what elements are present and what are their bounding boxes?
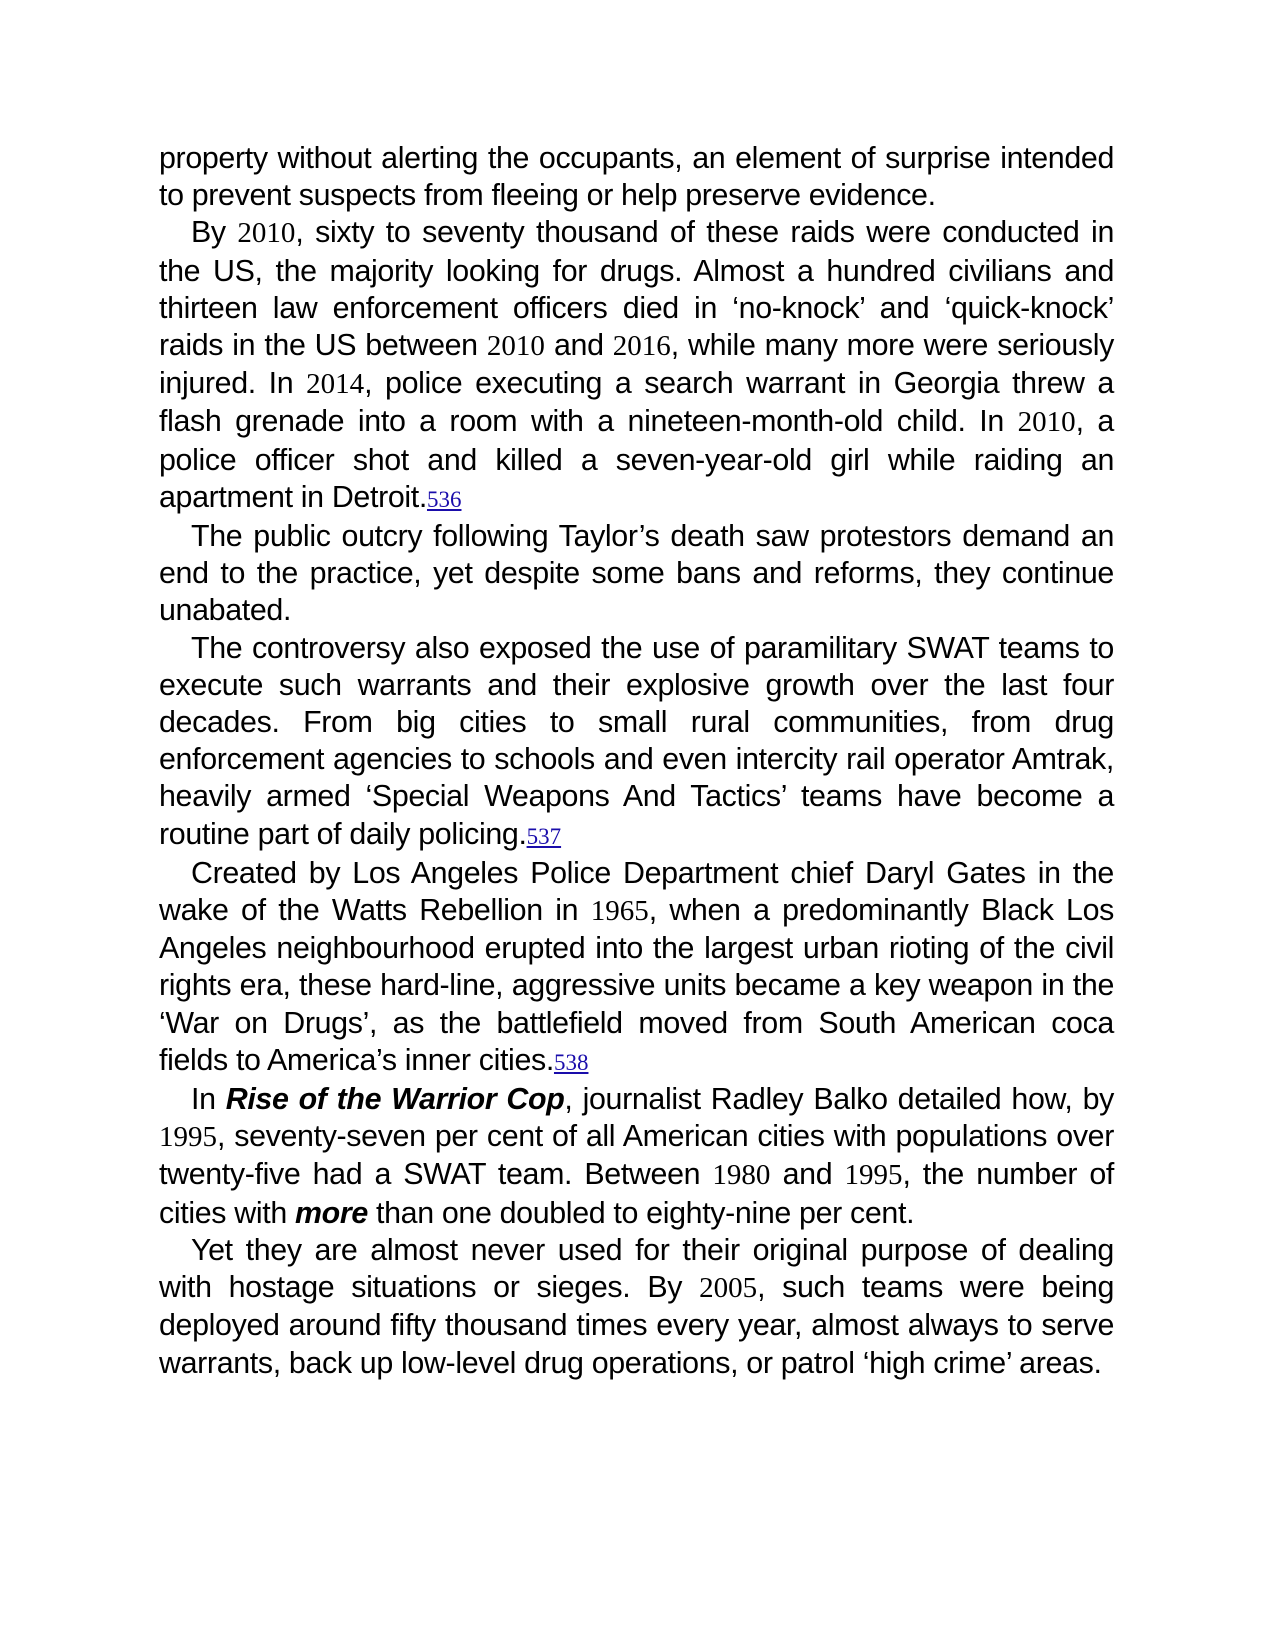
paragraph-text: , when a predominantly Black Los Angeles neighbourhood erupted into the largest urban rioting of the civil rights era, these hard-line, aggressive units became a key weapon in the ‘War on Drugs’, as the battlefield moved from South American coca fields to America’s inner cities.: [159, 893, 1114, 1077]
paragraph-text: The controversy also exposed the use of paramilitary SWAT teams to execute such warrants and their explosive growth over the last four decades. From big cities to small rural communities, from drug enforcement agencies to schools and even intercity rail operator Amtrak, heavily armed ‘Special Weapons And Tactics’ teams have become a routine part of daily policing.: [159, 630, 1114, 851]
paragraph-text: , the number of cities with: [159, 1157, 1114, 1230]
footnote-link-536[interactable]: 536: [426, 486, 462, 512]
paragraph-4: [159, 630, 1114, 855]
paragraph-text: property without alerting the occupants, an element of surprise intended to prevent suspects from fleeing or help preserve evidence.: [159, 141, 1114, 213]
paragraph-text: and: [544, 328, 613, 363]
document-page: [159, 140, 1114, 1382]
paragraph-text: , seventy-seven per cent of all American cities with populations over twenty-five had a SWAT team. Between: [159, 1119, 1114, 1192]
year-number: 2010: [486, 330, 545, 363]
year-number: 1965: [590, 895, 649, 928]
paragraph-text: and: [770, 1157, 845, 1192]
paragraph-1: [159, 140, 1114, 214]
paragraph-text: Created by Los Angeles Police Department chief Daryl Gates in the wake of the Watts Rebellion in: [159, 855, 1114, 928]
paragraph-6: [159, 1081, 1114, 1232]
paragraph-text: , sixty to seventy thousand of these raids were conducted in the US, the majority looking for drugs. Almost a hundred civilians and thirteen law enforcement officers died in ‘no-knock’ and ‘quick-knock’ raids in the US between: [159, 215, 1114, 363]
year-number: 1995: [159, 1121, 217, 1154]
paragraph-text: Yet they are almost never used for their original purpose of dealing with hostage situations or sieges. By: [159, 1232, 1114, 1305]
paragraph-text: , journalist Radley Balko detailed how, by: [564, 1082, 1114, 1117]
paragraph-text: The public outcry following Taylor’s death saw protestors demand an end to the practice, yet despite some bans and reforms, they continue unabated.: [159, 519, 1114, 628]
paragraph-text: , police executing a search warrant in Georgia threw a flash grenade into a room with a nineteen-month-old child. In: [159, 366, 1114, 439]
paragraph-text: , a police officer shot and killed a seven-year-old girl while raiding an apartment in Detroit.: [159, 404, 1114, 514]
year-number: 1995: [844, 1159, 903, 1192]
paragraph-text: than one doubled to eighty-nine per cent.: [367, 1195, 915, 1230]
book-title: Rise of the Warrior Cop: [225, 1082, 565, 1117]
year-number: 1980: [712, 1159, 771, 1192]
paragraph-2: [159, 214, 1114, 518]
paragraph-text: , such teams were being deployed around fifty thousand times every year, almost always to serve warrants, back up low-level drug operations, or patrol ‘high crime’ areas.: [159, 1270, 1114, 1380]
paragraph-3: [159, 518, 1114, 630]
paragraph-text: By: [191, 215, 238, 250]
paragraph-7: [159, 1232, 1114, 1382]
paragraph-text: , while many more were seriously injured. In: [159, 328, 1114, 401]
footnote-link-537[interactable]: 537: [526, 823, 562, 849]
paragraph-5: [159, 855, 1114, 1081]
paragraph-text: In: [191, 1082, 226, 1117]
year-number: 2010: [237, 217, 296, 250]
year-number: 2014: [306, 368, 365, 401]
emphasis-text: more: [294, 1195, 368, 1230]
year-number: 2010: [1017, 406, 1076, 439]
footnote-link-538[interactable]: 538: [553, 1049, 589, 1075]
year-number: 2005: [699, 1272, 758, 1305]
year-number: 2016: [612, 330, 671, 363]
